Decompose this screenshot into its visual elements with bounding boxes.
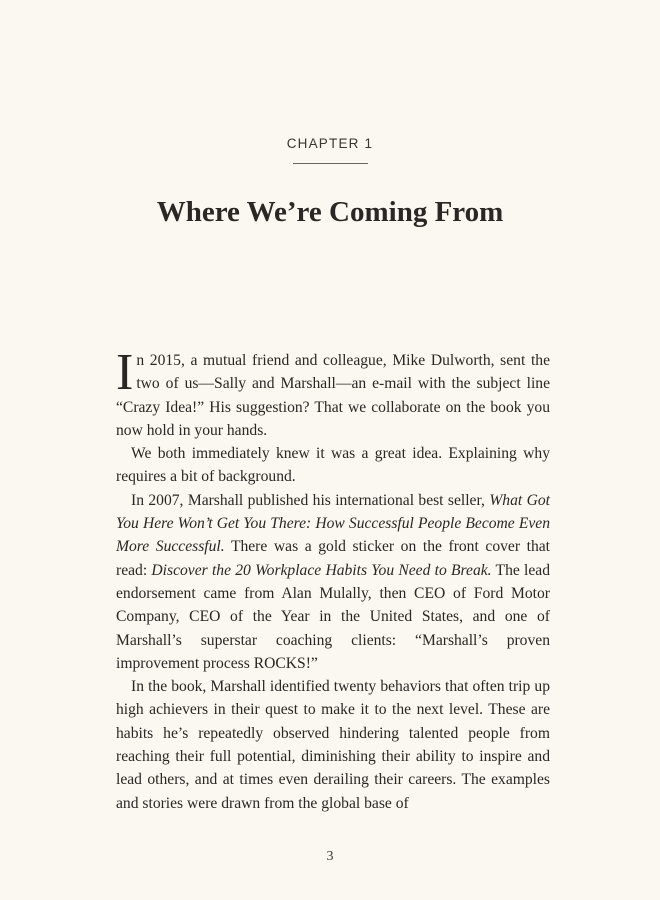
body-text — [116, 344, 550, 815]
paragraph-2 — [116, 442, 550, 489]
paragraph-2-text: We both immediately knew it was a great idea. Explaining why requires a bit of background. — [116, 445, 550, 486]
book-title: What Got You Here Won’t Get You There: How Successful People Become Even More Successful. — [116, 491, 550, 556]
chapter-divider — [293, 163, 368, 164]
sticker-text: Discover the 20 Workplace Habits You Need to Break. — [151, 561, 492, 579]
page-number: 3 — [326, 849, 334, 864]
paragraph-3-text-b: There was a gold sticker on the front cover that read: — [116, 538, 550, 579]
paragraph-3-text-a: In 2007, Marshall published his international best seller, — [131, 491, 490, 509]
paragraph-4-text: In the book, Marshall identified twenty behaviors that often trip up high achievers in their quest to make it to the next level. These are habits he’s repeatedly observed hindering talented people from reaching their full potential, diminishing their ability to inspire and lead others, and at times even derailing their careers. The examples and stories were drawn from the global base of — [116, 678, 550, 812]
chapter-label: CHAPTER 1 — [286, 136, 374, 151]
paragraph-1 — [116, 344, 550, 442]
paragraph-3 — [116, 489, 550, 675]
chapter-title: Where We’re Coming From — [156, 196, 504, 228]
paragraph-3-text-c: The lead endorsement came from Alan Mulally, then CEO of Ford Motor Company, CEO of the Year in the United States, and one of Marshall’s superstar coaching clients: “Marshall’s proven improvement process ROCKS!” — [116, 561, 550, 672]
paragraph-4 — [116, 675, 550, 815]
paragraph-1-text: n 2015, a mutual friend and colleague, Mike Dulworth, sent the two of us—Sally and Marshall—an e-mail with the subject line “Crazy Idea!” His suggestion? That we collaborate on the book you now hold in your hands. — [116, 352, 550, 439]
drop-cap: I — [116, 344, 134, 401]
